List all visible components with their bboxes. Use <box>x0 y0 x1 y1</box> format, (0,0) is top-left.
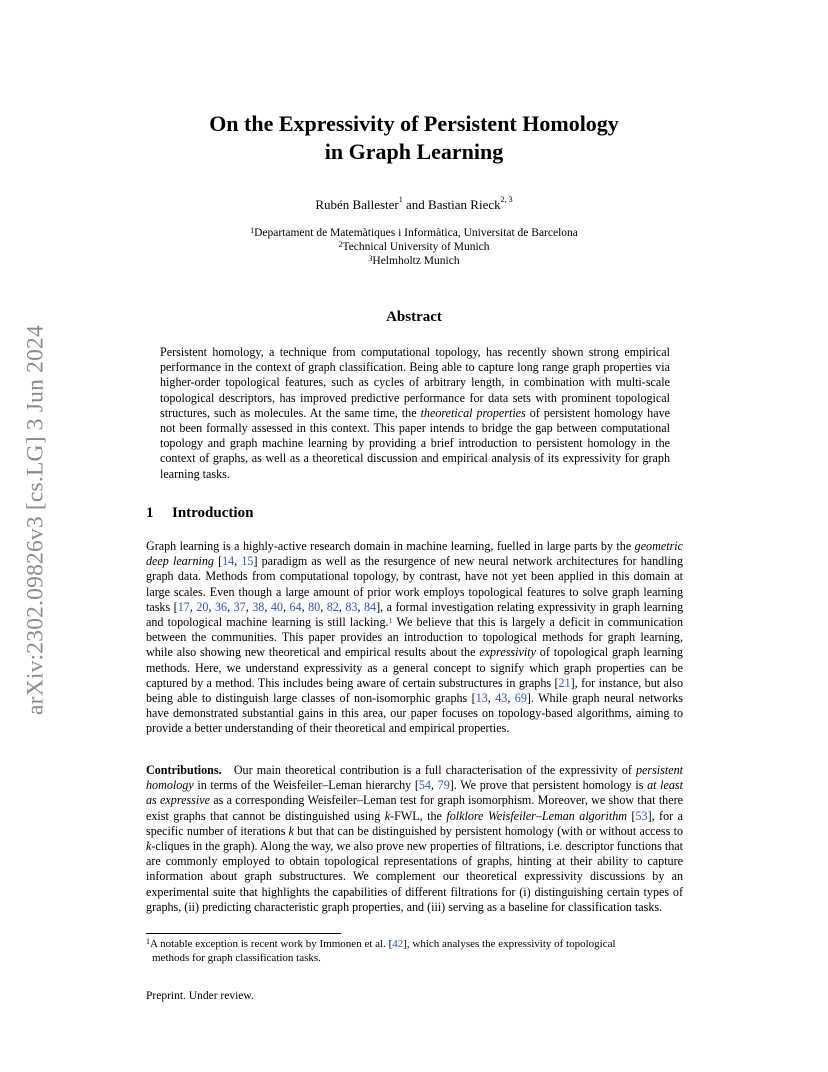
affiliation-text: Helmholtz Munich <box>372 255 460 267</box>
paragraph-lead: Contributions. <box>146 763 222 777</box>
section-number: 1 <box>146 505 154 521</box>
affiliation <box>120 240 708 254</box>
citation-link[interactable]: 53 <box>635 808 648 823</box>
citation-link[interactable]: 38 <box>252 599 265 614</box>
citation-link[interactable]: 69 <box>514 691 527 706</box>
citation-link[interactable]: 79 <box>437 778 450 793</box>
citation-link[interactable]: 43 <box>495 691 508 706</box>
citation-link[interactable]: 82 <box>326 599 339 614</box>
footnote-divider <box>146 933 341 934</box>
citation-link[interactable]: 21 <box>558 675 571 690</box>
title-line-1: On the Expressivity of Persistent Homology <box>209 111 619 136</box>
citation-link[interactable]: 84 <box>363 599 377 614</box>
footnote-number: 1 <box>146 937 150 946</box>
abstract-text: Persistent homology, a technique from computational topology, has recently shown strong empirical performance in the context of graph classification. Being able to capture long range graph properties via higher-order topological features, such as cycles of arbitrary length, in combination with multi-scale topological descriptors, has improved predictive performance for data sets with prominent topological structures, such as molecules. At the same time, the theoretical properties of persistent homology have not been formally assessed in this context. This paper intends to bridge the gap between computational topology and graph machine learning by providing a brief introduction to persistent homology in the context of graphs, as well as a theoretical discussion and empirical analysis of its expressivity for graph learning tasks. <box>160 345 671 481</box>
citation-link[interactable]: 17 <box>177 599 190 614</box>
affiliation-list <box>120 226 708 268</box>
footnote-marker[interactable]: 1 <box>388 616 393 626</box>
author-list <box>120 197 708 213</box>
section-heading <box>146 505 253 522</box>
citation-link[interactable]: 20 <box>196 599 209 614</box>
affiliation-marker: 1 <box>398 195 403 204</box>
citation-link[interactable]: 64 <box>289 599 302 614</box>
arxiv-id-text: arXiv:2302.09826v3 [cs.LG] 3 Jun 2024 <box>22 325 49 715</box>
affiliation-marker: 2 <box>338 240 343 249</box>
paper-title <box>120 110 708 166</box>
citation-link[interactable]: 40 <box>270 599 283 614</box>
affiliation-text: Departament de Matemàtiques i Informàtica, Universitat de Barcelona <box>254 227 578 239</box>
author-name: Bastian Rieck <box>428 197 501 212</box>
arxiv-side-identifier <box>10 280 62 760</box>
citation-link[interactable]: 13 <box>475 691 488 706</box>
contributions-paragraph: Contributions. Our main theoretical contribution is a full characterisation of the expressivity of persistent homology in terms of the Weisfeiler–Leman hierarchy [54, 79]. We prove that persistent homology is at least as expressive as a corresponding Weisfeiler–Leman test for graph isomorphism. Moreover, we show that there exist graphs that cannot be distinguished using k-FWL, the folklore Weisfeiler–Leman algorithm [53], for a specific number of iterations k but that can be distinguished by persistent homology (with or without access to k-cliques in the graph). Along the way, we also prove new properties of filtrations, i.e. descriptor functions that are commonly employed to obtain topological representations of graphs, hinting at their ability to capture information about graph substructures. We complement our theoretical expressivity discussions by an experimental suite that highlights the capabilities of different filtrations for (i) distinguishing certain types of graphs, (ii) predicting characteristic graph properties, and (iii) serving as a baseline for classification tasks. <box>146 763 683 914</box>
citation-link[interactable]: 15 <box>241 554 254 569</box>
preprint-note: Preprint. Under review. <box>146 990 254 1002</box>
affiliation-marker: 3 <box>368 254 373 263</box>
citation-link[interactable]: 54 <box>418 778 431 793</box>
title-line-2: in Graph Learning <box>324 139 504 164</box>
author-name: Rubén Ballester <box>315 197 399 212</box>
affiliation-marker: 2, 3 <box>500 195 513 204</box>
citation-link[interactable]: 80 <box>308 599 321 614</box>
affiliation-marker: 1 <box>250 226 255 235</box>
citation-link[interactable]: 36 <box>214 599 228 614</box>
affiliation-text: Technical University of Munich <box>342 241 490 253</box>
abstract-heading: Abstract <box>386 309 442 325</box>
citation-link[interactable]: 42 <box>392 938 404 950</box>
affiliation <box>120 254 708 268</box>
footnote: $^1$A notable exception is recent work by Immonen et al. [42], which analyses the expressivity of topological methods for graph classification tasks. <box>146 937 616 964</box>
citation-link[interactable]: 37 <box>233 599 246 614</box>
affiliation <box>120 226 708 240</box>
section-title: Introduction <box>172 505 254 521</box>
citation-link[interactable]: 83 <box>345 599 358 614</box>
intro-paragraph-1: Graph learning is a highly-active research domain in machine learning, fuelled in large parts by the geometric deep learning [14, 15] paradigm as well as the resurgence of new neural network architectures for handling graph data. Methods from computational topology, by contrast, have not yet been applied in this domain at large scales. Even though a large amount of prior work employs topological features to solve graph learning tasks [17, 20, 36, 37, 38, 40, 64, 80, 82, 83, 84], a formal investigation relating expressivity in graph learning and topological machine learning is still lacking.$^1$ We believe that this is largely a deficit in communication between the communities. This paper provides an introduction to topological methods for graph learning, while also showing new theoretical and empirical results about the expressivity of topological graph learning methods. Here, we understand expressivity as a general concept to signify which graph properties can be captured by a method. This includes being aware of certain substructures in graphs [21], for instance, but also being able to distinguish large classes of non-isomorphic graphs [13, 43, 69]. While graph neural networks have demonstrated substantial gains in this area, our paper focuses on topology-based algorithms, aiming to provide a better understanding of their theoretical and empirical properties. <box>146 539 684 736</box>
citation-link[interactable]: 14 <box>222 554 235 569</box>
author-separator: and <box>402 197 429 212</box>
